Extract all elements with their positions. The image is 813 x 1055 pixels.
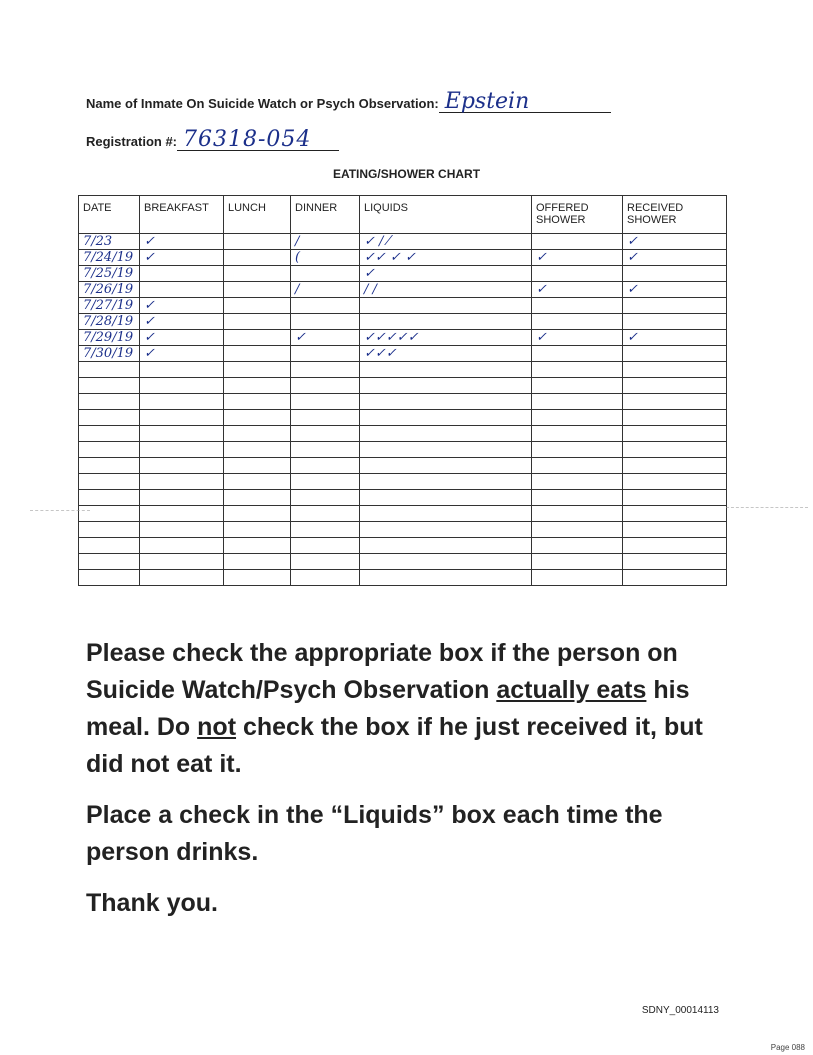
cell-liquids: ✓ (360, 266, 532, 282)
inmate-name-label: Name of Inmate On Suicide Watch or Psych Observation: (86, 96, 439, 111)
table-row (79, 266, 727, 282)
thank-you-text: Thank you. (86, 889, 218, 917)
table-row (79, 298, 727, 314)
cell-dinner (291, 490, 360, 506)
cell-dinner (291, 394, 360, 410)
cell-received-shower (623, 570, 727, 586)
cell-received-shower (623, 410, 727, 426)
cell-date (79, 506, 140, 522)
cell-lunch (224, 266, 291, 282)
cell-lunch (224, 394, 291, 410)
instruction-text: check the box if he just received it, but did not eat it. (86, 713, 703, 778)
cell-date: 7/29/19 (79, 330, 140, 346)
cell-received-shower (623, 362, 727, 378)
table-row (79, 426, 727, 442)
cell-lunch (224, 330, 291, 346)
cell-date (79, 554, 140, 570)
cell-breakfast (140, 570, 224, 586)
cell-breakfast: ✓ (140, 346, 224, 362)
registration-field (86, 127, 339, 152)
table-row (79, 442, 727, 458)
cell-lunch (224, 410, 291, 426)
cell-liquids: / / (360, 282, 532, 298)
cell-breakfast (140, 506, 224, 522)
instruction-text: his meal. Do (86, 676, 690, 741)
cell-date: 7/24/19 (79, 250, 140, 266)
cell-liquids (360, 426, 532, 442)
cell-offered-shower (532, 426, 623, 442)
cell-dinner (291, 570, 360, 586)
inmate-name-value: Epstein (439, 92, 611, 113)
cell-received-shower: ✓ (623, 282, 727, 298)
cell-date: 7/26/19 (79, 282, 140, 298)
cell-offered-shower (532, 538, 623, 554)
registration-label: Registration #: (86, 134, 178, 149)
cell-dinner (291, 346, 360, 362)
cell-breakfast: ✓ (140, 234, 224, 250)
cell-received-shower (623, 314, 727, 330)
cell-lunch (224, 378, 291, 394)
column-header-date: DATE (79, 196, 140, 234)
cell-received-shower: ✓ (623, 250, 727, 266)
table-row (79, 330, 727, 346)
instruction-emphasis: not (197, 713, 237, 741)
cell-lunch (224, 314, 291, 330)
cell-dinner (291, 378, 360, 394)
bates-number: SDNY_00014113 (641, 1005, 719, 1016)
table-row (79, 474, 727, 490)
cell-lunch (224, 442, 291, 458)
cell-date (79, 442, 140, 458)
cell-dinner (291, 538, 360, 554)
cell-received-shower (623, 266, 727, 282)
cell-lunch (224, 346, 291, 362)
cell-date: 7/25/19 (79, 266, 140, 282)
cell-breakfast (140, 426, 224, 442)
cell-received-shower (623, 538, 727, 554)
cell-breakfast (140, 442, 224, 458)
cell-date (79, 410, 140, 426)
cell-dinner (291, 266, 360, 282)
cell-offered-shower: ✓ (532, 330, 623, 346)
cell-offered-shower (532, 346, 623, 362)
cell-date (79, 394, 140, 410)
cell-liquids: ✓✓ ✓ ✓ (360, 250, 532, 266)
cell-breakfast (140, 282, 224, 298)
cell-liquids (360, 554, 532, 570)
cell-lunch (224, 234, 291, 250)
table-header-row (79, 196, 727, 234)
column-header-breakfast: BREAKFAST (140, 196, 224, 234)
cell-liquids (360, 522, 532, 538)
cell-offered-shower (532, 362, 623, 378)
table-row (79, 554, 727, 570)
cell-breakfast (140, 410, 224, 426)
table-row (79, 346, 727, 362)
table-row (79, 522, 727, 538)
cell-received-shower (623, 490, 727, 506)
cell-lunch (224, 490, 291, 506)
instruction-text: Please check the appropriate box if the person on Suicide Watch/Psych Observation (86, 639, 678, 704)
cell-received-shower (623, 394, 727, 410)
cell-breakfast (140, 554, 224, 570)
cell-received-shower (623, 474, 727, 490)
inmate-name-field (86, 89, 611, 114)
cell-dinner (291, 298, 360, 314)
cell-offered-shower: ✓ (532, 250, 623, 266)
cell-offered-shower (532, 394, 623, 410)
eating-shower-table (78, 195, 727, 586)
instruction-emphasis: actually eats (496, 676, 647, 704)
cell-received-shower (623, 346, 727, 362)
cell-liquids: ✓✓✓ (360, 346, 532, 362)
cell-dinner (291, 554, 360, 570)
cell-liquids: ✓ / ⁄ (360, 234, 532, 250)
cell-liquids (360, 474, 532, 490)
cell-date (79, 458, 140, 474)
cell-received-shower (623, 378, 727, 394)
cell-lunch (224, 538, 291, 554)
cell-date (79, 378, 140, 394)
page-number: Page 088 (770, 1043, 805, 1052)
cell-received-shower (623, 298, 727, 314)
column-header-liquids: LIQUIDS (360, 196, 532, 234)
table-body (79, 234, 727, 586)
cell-breakfast: ✓ (140, 330, 224, 346)
cell-lunch (224, 554, 291, 570)
cell-breakfast: ✓ (140, 314, 224, 330)
cell-breakfast: ✓ (140, 298, 224, 314)
cell-received-shower (623, 506, 727, 522)
cell-received-shower (623, 522, 727, 538)
cell-liquids (360, 314, 532, 330)
cell-dinner: ( (291, 250, 360, 266)
cell-liquids (360, 410, 532, 426)
cell-date (79, 474, 140, 490)
cell-date (79, 426, 140, 442)
cell-offered-shower (532, 378, 623, 394)
cell-dinner (291, 362, 360, 378)
cell-lunch (224, 298, 291, 314)
table-row (79, 234, 727, 250)
cell-received-shower (623, 442, 727, 458)
cell-lunch (224, 362, 291, 378)
cell-breakfast (140, 522, 224, 538)
cell-lunch (224, 282, 291, 298)
cell-dinner: ✓ (291, 330, 360, 346)
cell-offered-shower (532, 314, 623, 330)
cell-date: 7/30/19 (79, 346, 140, 362)
table-row (79, 458, 727, 474)
cell-offered-shower (532, 506, 623, 522)
cell-offered-shower (532, 234, 623, 250)
table-row (79, 314, 727, 330)
cell-lunch (224, 570, 291, 586)
cell-breakfast (140, 362, 224, 378)
cell-date: 7/23 (79, 234, 140, 250)
scan-artifact (726, 507, 808, 508)
cell-lunch (224, 474, 291, 490)
cell-lunch (224, 506, 291, 522)
table-row (79, 362, 727, 378)
cell-offered-shower (532, 490, 623, 506)
cell-offered-shower (532, 298, 623, 314)
cell-received-shower (623, 458, 727, 474)
column-header-offered-shower: OFFERED SHOWER (532, 196, 623, 234)
cell-liquids (360, 506, 532, 522)
cell-dinner (291, 474, 360, 490)
cell-date (79, 538, 140, 554)
cell-breakfast (140, 474, 224, 490)
cell-offered-shower (532, 266, 623, 282)
cell-offered-shower (532, 410, 623, 426)
table-row (79, 378, 727, 394)
cell-offered-shower (532, 442, 623, 458)
cell-dinner (291, 442, 360, 458)
cell-liquids (360, 298, 532, 314)
cell-breakfast (140, 266, 224, 282)
cell-date (79, 570, 140, 586)
cell-lunch (224, 426, 291, 442)
cell-offered-shower: ✓ (532, 282, 623, 298)
cell-liquids (360, 570, 532, 586)
column-header-received-shower: RECEIVED SHOWER (623, 196, 727, 234)
table-row (79, 538, 727, 554)
cell-date: 7/28/19 (79, 314, 140, 330)
cell-dinner (291, 426, 360, 442)
cell-liquids (360, 394, 532, 410)
cell-dinner: / (291, 282, 360, 298)
cell-offered-shower (532, 474, 623, 490)
cell-liquids (360, 442, 532, 458)
cell-date (79, 490, 140, 506)
cell-offered-shower (532, 570, 623, 586)
cell-liquids (360, 458, 532, 474)
cell-breakfast (140, 538, 224, 554)
column-header-dinner: DINNER (291, 196, 360, 234)
cell-breakfast (140, 490, 224, 506)
instruction-paragraph-liquids: Place a check in the “Liquids” box each time the person drinks. (86, 801, 663, 866)
table-row (79, 490, 727, 506)
cell-offered-shower (532, 522, 623, 538)
cell-date (79, 522, 140, 538)
registration-value: 76318-054 (177, 130, 339, 151)
cell-offered-shower (532, 554, 623, 570)
table-row (79, 570, 727, 586)
table-row (79, 282, 727, 298)
instruction-paragraph-eating (86, 635, 726, 783)
chart-title: EATING/SHOWER CHART (332, 167, 481, 181)
cell-received-shower: ✓ (623, 234, 727, 250)
cell-dinner (291, 410, 360, 426)
cell-lunch (224, 522, 291, 538)
cell-breakfast (140, 394, 224, 410)
cell-dinner (291, 506, 360, 522)
cell-dinner (291, 314, 360, 330)
cell-date: 7/27/19 (79, 298, 140, 314)
cell-liquids (360, 490, 532, 506)
cell-liquids (360, 538, 532, 554)
cell-dinner (291, 522, 360, 538)
cell-liquids (360, 362, 532, 378)
scan-artifact (30, 510, 90, 511)
cell-breakfast (140, 378, 224, 394)
cell-dinner (291, 458, 360, 474)
cell-breakfast (140, 458, 224, 474)
table-row (79, 410, 727, 426)
table-row (79, 250, 727, 266)
cell-received-shower (623, 426, 727, 442)
instructions (86, 635, 726, 936)
cell-lunch (224, 250, 291, 266)
cell-lunch (224, 458, 291, 474)
cell-received-shower: ✓ (623, 330, 727, 346)
cell-date (79, 362, 140, 378)
table-row (79, 394, 727, 410)
cell-received-shower (623, 554, 727, 570)
cell-breakfast: ✓ (140, 250, 224, 266)
cell-dinner: / (291, 234, 360, 250)
column-header-lunch: LUNCH (224, 196, 291, 234)
table-row (79, 506, 727, 522)
cell-liquids: ✓✓✓✓✓ (360, 330, 532, 346)
cell-liquids (360, 378, 532, 394)
cell-offered-shower (532, 458, 623, 474)
